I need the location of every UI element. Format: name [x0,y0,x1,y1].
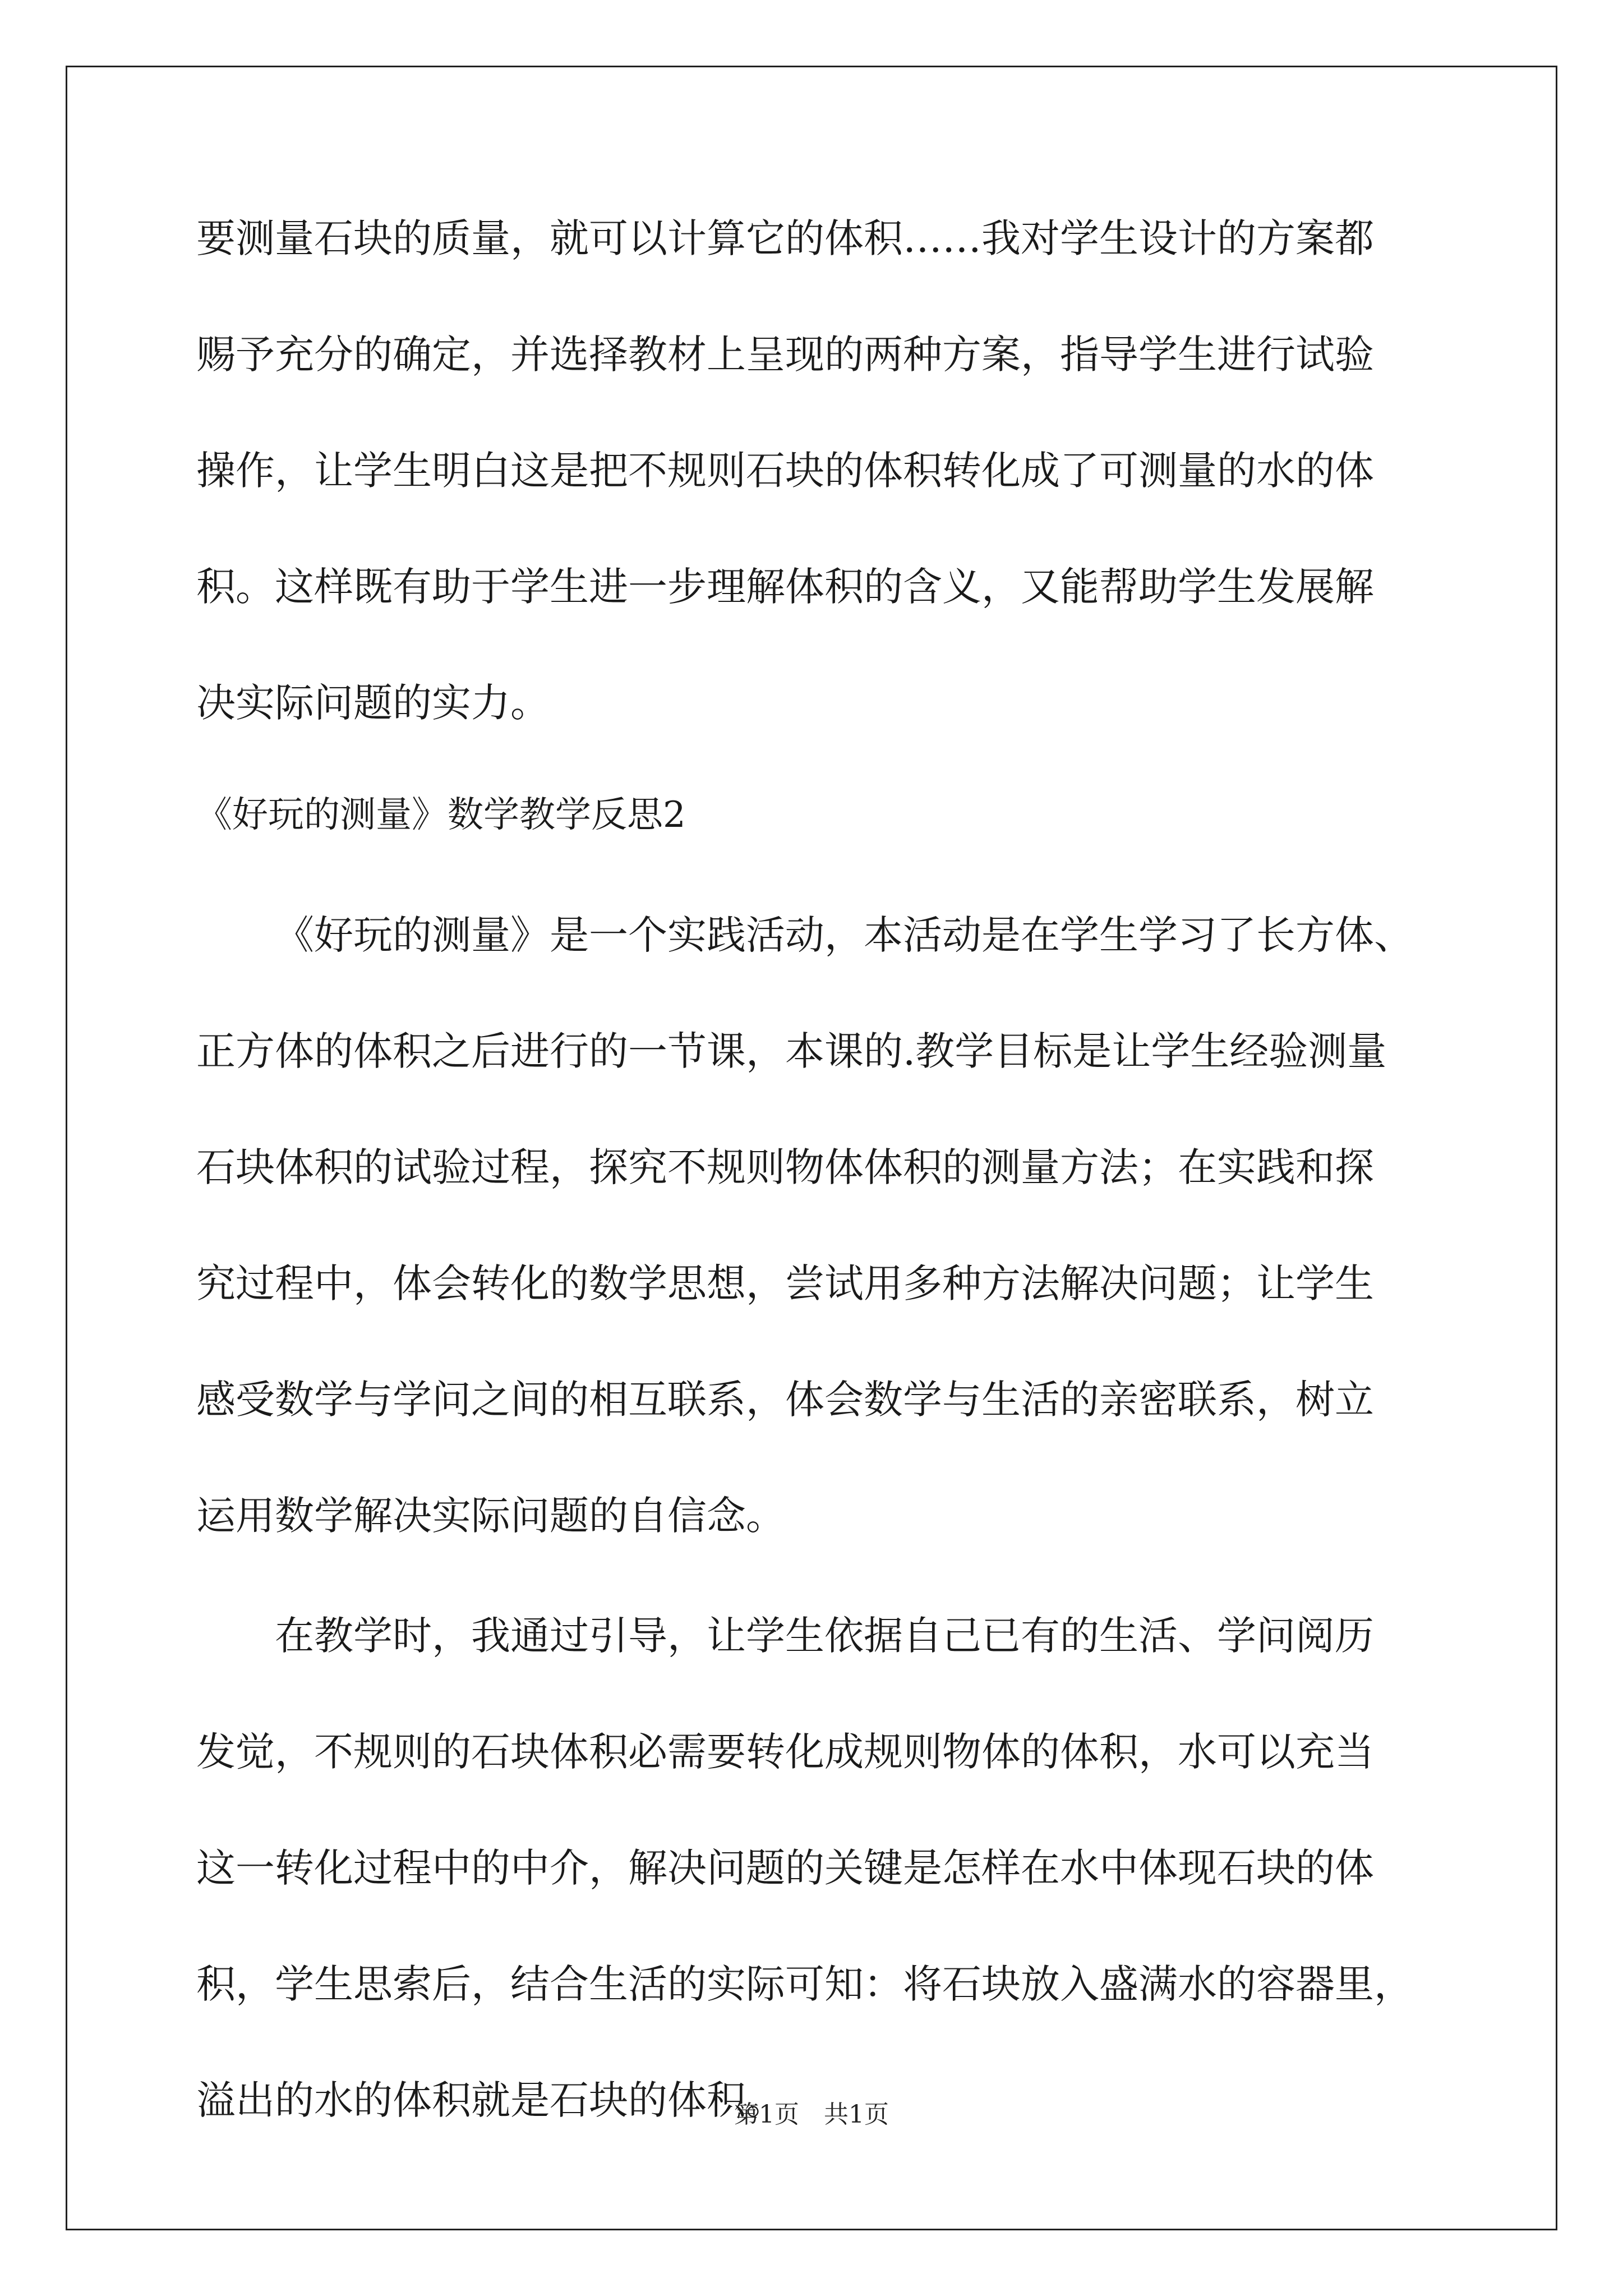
text-line: 积，学生思索后，结合生活的实际可知：将石块放入盛满水的容器里， [196,1961,1413,2007]
text-line: 赐予充分的确定，并选择教材上呈现的两种方案，指导学生进行试验 [196,332,1374,378]
text-line: 这一转化过程中的中介，解决问题的关键是怎样在水中体现石块的体 [196,1845,1374,1891]
text-line: 在教学时，我通过引导，让学生依据自己已有的生活、学问阅历 [275,1613,1374,1659]
text-line: 运用数学解决实际问题的自信念。 [196,1493,785,1539]
page-footer: 第1页 共1页 [734,2100,889,2129]
text-line: 正方体的体积之后进行的一节课，本课的.教学目标是让学生经验测量 [196,1028,1387,1074]
text-line: 石块体积的试验过程，探究不规则物体体积的测量方法；在实践和探 [196,1144,1374,1190]
text-line: 究过程中，体会转化的数学思想，尝试用多种方法解决问题；让学生 [196,1260,1374,1306]
text-line: 要测量石块的质量，就可以计算它的体积……我对学生设计的方案都 [196,215,1374,261]
text-line: 感受数学与学问之间的相互联系，体会数学与生活的亲密联系，树立 [196,1377,1374,1423]
text-line: 操作，让学生明白这是把不规则石块的体积转化成了可测量的水的体 [196,448,1374,494]
text-line: 发觉，不规则的石块体积必需要转化成规则物体的体积，水可以充当 [196,1729,1374,1775]
text-line: 决实际问题的实力。 [196,680,550,726]
section-heading: 《好玩的测量》数学教学反思2 [196,794,686,836]
text-line: 溢出的水的体积就是石块的体积。 [196,2077,785,2123]
text-line: 《好玩的测量》是一个实践活动，本活动是在学生学习了长方体、 [275,912,1413,958]
text-line: 积。这样既有助于学生进一步理解体积的含义，又能帮助学生发展解 [196,564,1374,610]
